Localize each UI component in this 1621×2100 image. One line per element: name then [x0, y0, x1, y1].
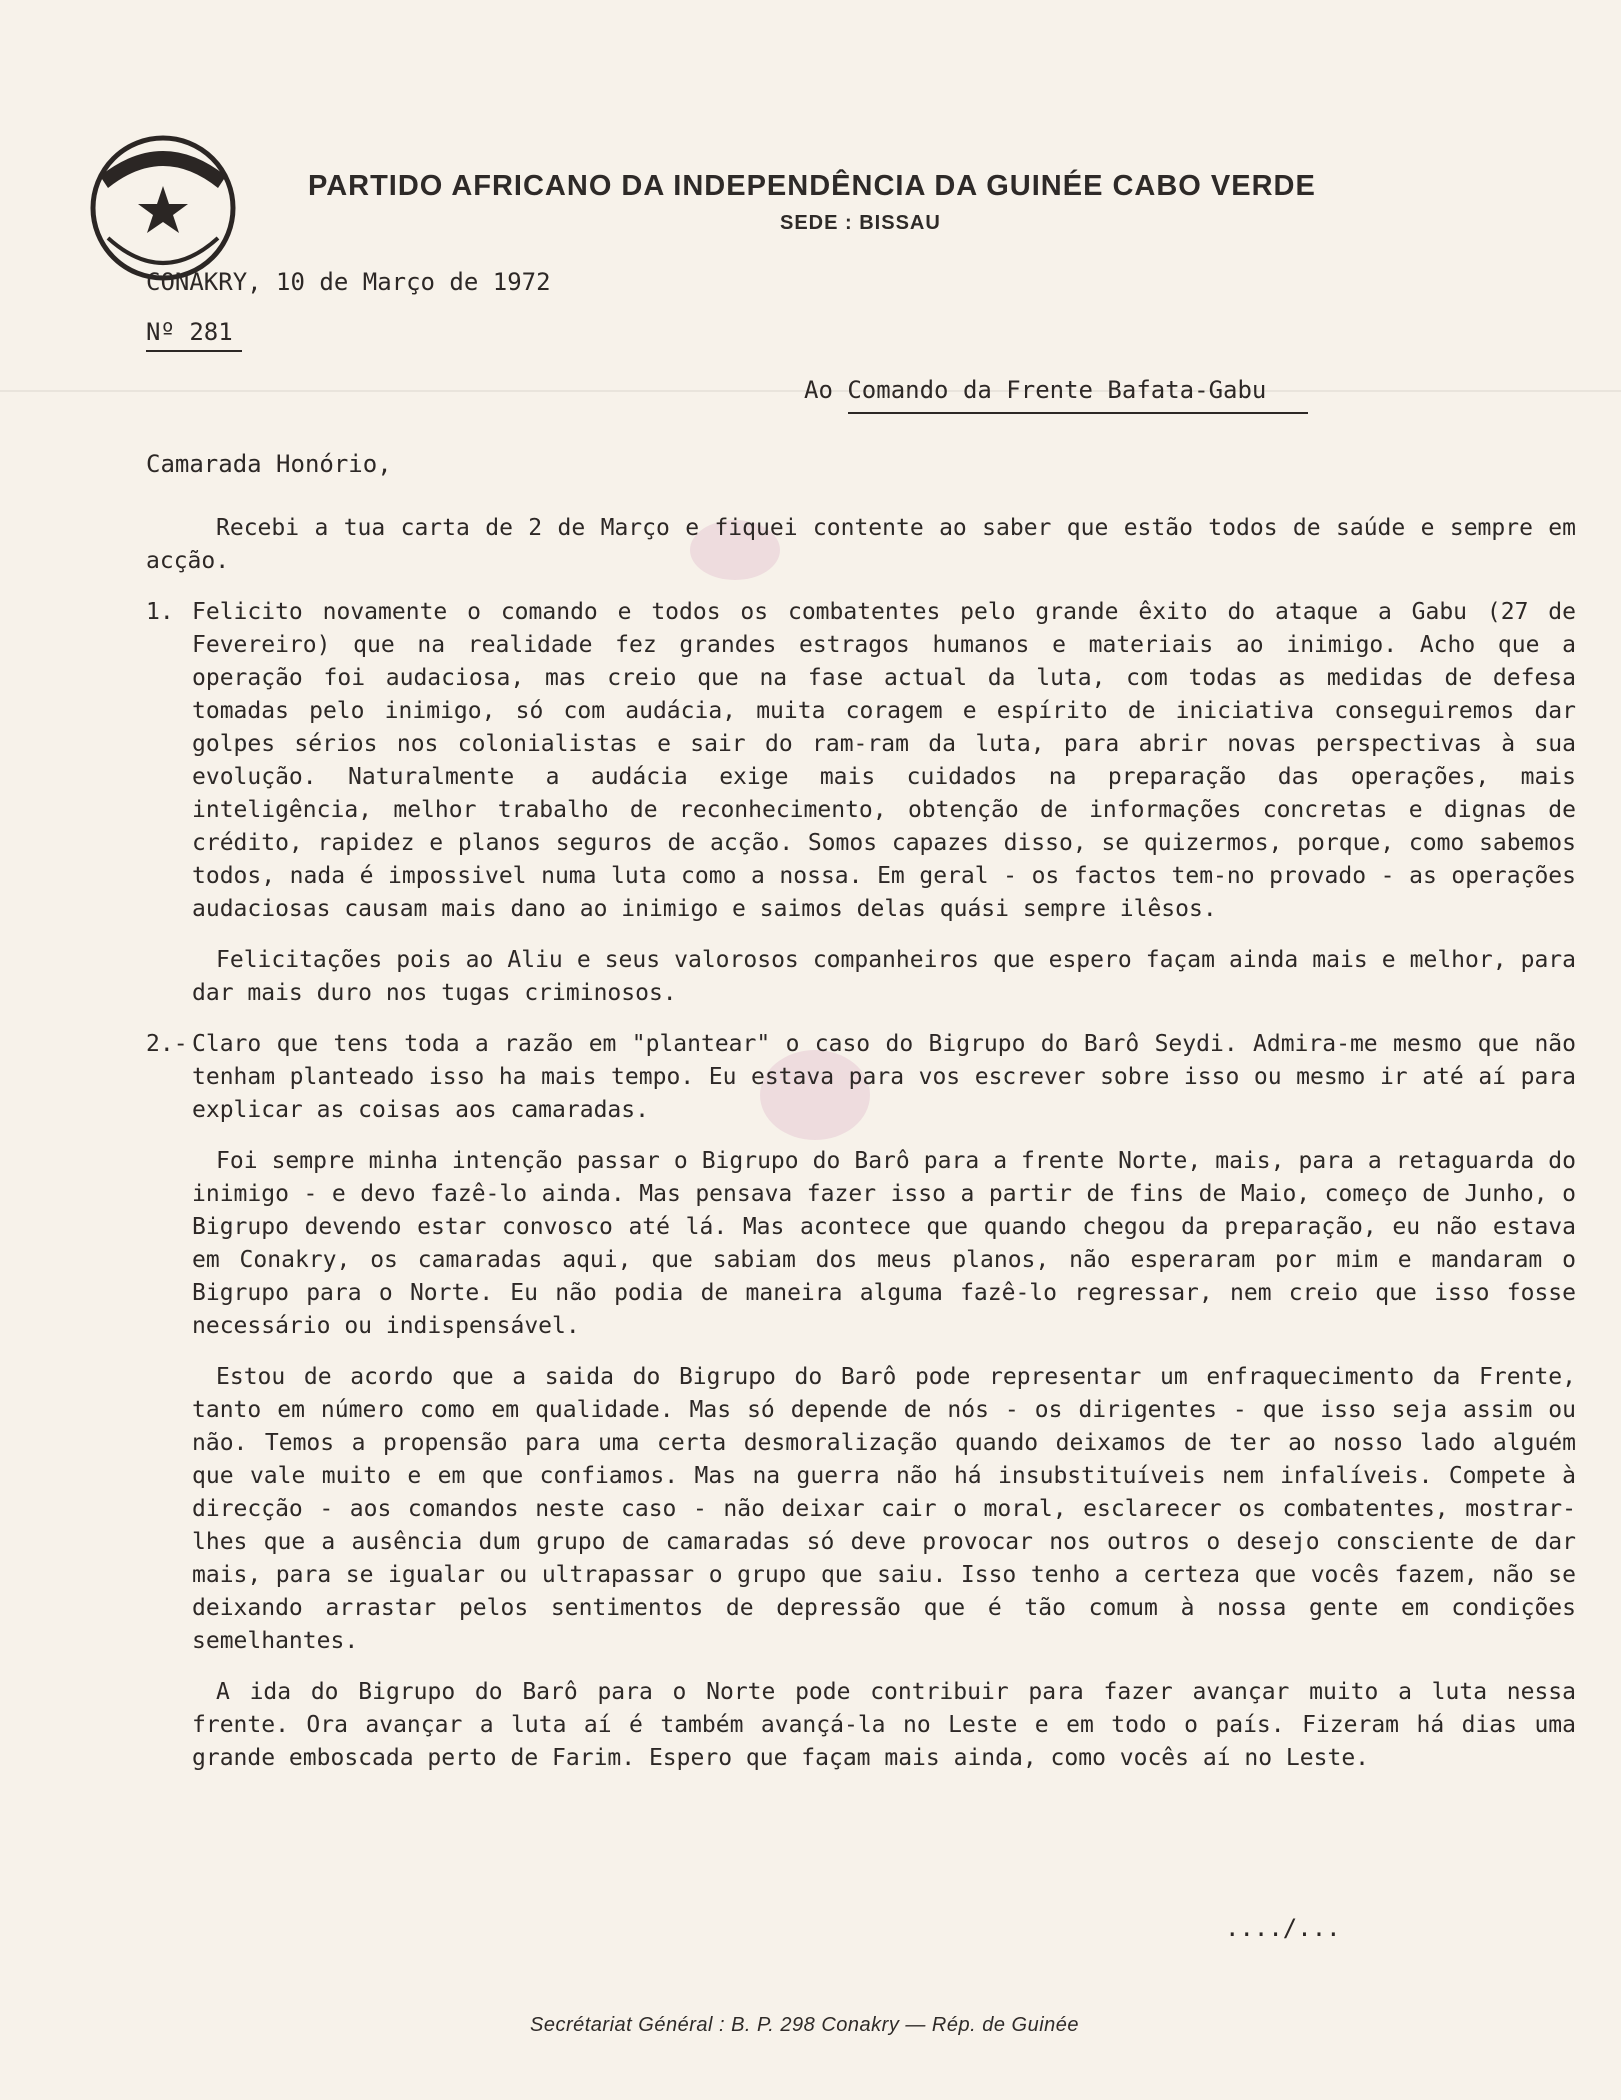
reference-underline [146, 350, 242, 352]
point-2-paragraph [146, 1028, 1576, 1127]
addressee-underline [848, 412, 1308, 414]
secretariat-footer: Secrétariat Général : B. P. 298 Conakry — Rép. de Guinée [530, 2014, 1080, 2036]
north-front-paragraph: A ida do Bigrupo do Barô para o Norte pode contribuir para fazer avançar muito a luta nessa frente. Ora avançar a luta aí é também avançá-la no Leste e em todo o país. Fizeram há dias uma grande emboscada perto de Farim. Espero que façam mais ainda, como vocês aí no Leste. [192, 1679, 1576, 1771]
point-2-text: Claro que tens toda a razão em "plantear" o caso do Bigrupo do Barô Seydi. Admira-me mesmo que não tenham planteado isso ha mais tempo. Eu estava para vos escrever sobre isso ou mesmo ir até aí para explicar as coisas aos camaradas. [192, 1031, 1576, 1123]
point-2-number: 2.- [146, 1031, 188, 1057]
place-date: CONAKRY, 10 de Março de 1972 [146, 268, 551, 296]
salutation: Camarada Honório, [146, 450, 392, 478]
continuation-mark: ..../... [1225, 1914, 1341, 1942]
addressee: Ao Comando da Frente Bafata-Gabu [804, 376, 1267, 404]
party-seat: SEDE : BISSAU [780, 212, 941, 234]
letter-body [146, 512, 1576, 1793]
point-1-paragraph [146, 596, 1576, 926]
congratulations-paragraph: Felicitações pois ao Aliu e seus valorosos companheiros que espero façam ainda mais e melhor, para dar mais duro nos tugas criminosos. [192, 947, 1576, 1006]
reference-number: Nº 281 [146, 318, 233, 346]
intro-paragraph: Recebi a tua carta de 2 de Março e fiquei contente ao saber que estão todos de saúde e sempre em acção. [146, 515, 1576, 574]
point-1-text: Felicito novamente o comando e todos os combatentes pelo grande êxito do ataque a Gabu (27 de Fevereiro) que na realidade fez grandes estragos humanos e materiais ao inimigo. Acho que a operação foi audaciosa, mas creio que na fase actual da luta, com todas as medidas de defesa tomadas pelo inimigo, só com audácia, muita coragem e espírito de iniciativa conseguiremos dar golpes sérios nos colonialistas e sair do ram-ram da luta, para abrir novas perspectivas à sua evolução. Naturalmente a audácia exige mais cuidados na preparação das operações, mais inteligência, melhor trabalho de reconhecimento, obtenção de informações concretas e dignas de crédito, rapidez e planos seguros de acção. Somos capazes disso, se quizermos, porque, como sabemos todos, nada é impossivel numa luta como a nossa. Em geral - os factos tem-no provado - as operações audaciosas causam mais dano ao inimigo e saimos delas quási sempre ilêsos. [192, 599, 1576, 922]
party-name: PARTIDO AFRICANO DA INDEPENDÊNCIA DA GUINÉE CABO VERDE [308, 170, 1316, 202]
paigc-emblem-icon [78, 118, 248, 288]
point-1-number: 1. [146, 599, 174, 625]
party-logo [78, 118, 248, 288]
bigrupo-intention-paragraph: Foi sempre minha intenção passar o Bigrupo do Barô para a frente Norte, mais, para a retaguarda do inimigo - e devo fazê-lo ainda. Mas pensava fazer isso a partir de fins de Maio, começo de Junho, o Bigrupo devendo estar convosco até lá. Mas acontece que quando chegou da preparação, eu não estava em Conakry, os camaradas aqui, que sabiam dos meus planos, não esperaram por mim e mandaram o Bigrupo para o Norte. Eu não podia de maneira alguma fazê-lo regressar, nem creio que isso fosse necessário ou indispensável. [192, 1148, 1576, 1339]
morale-paragraph: Estou de acordo que a saida do Bigrupo do Barô pode representar um enfraquecimento da Frente, tanto em número como em qualidade. Mas só depende de nós - os dirigentes - que isso seja assim ou não. Temos a propensão para uma certa desmoralização quando deixamos de ter ao nosso lado alguém que vale muito e em que confiamos. Mas na guerra não há insubstituíveis nem infalíveis. Compete à direcção - aos comandos neste caso - não deixar cair o moral, esclarecer os combatentes, mostrar-lhes que a ausência dum grupo de camaradas só deve provocar nos outros o desejo consciente de dar mais, para se igualar ou ultrapassar o grupo que saiu. Isso tenho a certeza que vocês fazem, não se deixando arrastar pelos sentimentos de depressão que é tão comum à nossa gente em condições semelhantes. [192, 1364, 1576, 1654]
